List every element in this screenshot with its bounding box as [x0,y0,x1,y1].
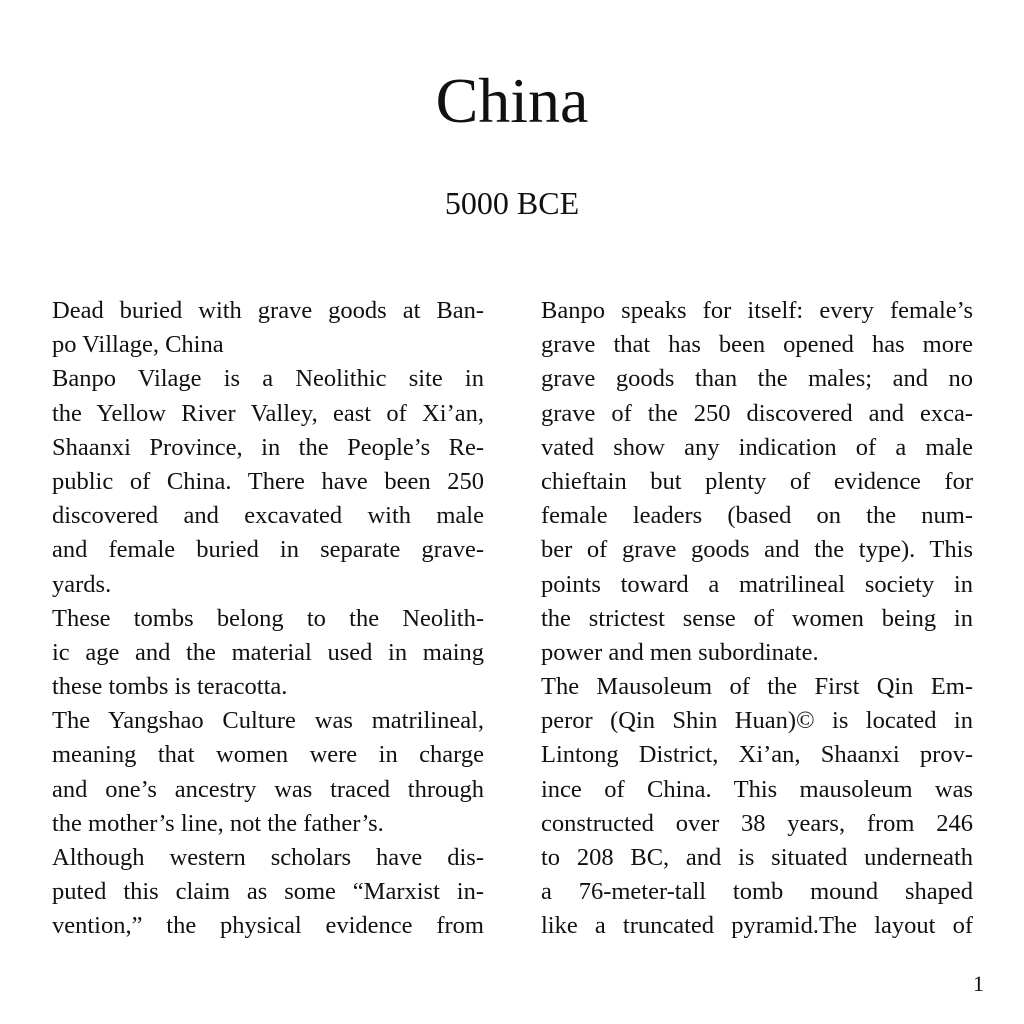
text-line: power and men subordinate. [541,638,819,666]
text-line: constructed over 38 years, from 246 [541,809,973,837]
text-line: vated show any indication of a male [541,433,973,461]
page-number: 1 [973,971,984,996]
page-subtitle: 5000 BCE [444,185,580,221]
text-line: and one’s ancestry was traced through [52,775,484,803]
text-line: grave of the 250 discovered and exca- [541,399,973,427]
text-line: vention,” the physical evidence from [52,912,484,940]
text-line: chieftain but plenty of evidence for [541,467,973,495]
text-line: grave goods than the males; and no [541,365,973,393]
text-line: po Village, China [52,331,224,359]
text-line: discovered and excavated with male [52,502,484,530]
text-line: female leaders (based on the num- [541,502,973,530]
text-line: the mother’s line, not the father’s. [52,809,384,837]
text-line: and female buried in separate grave- [52,536,484,564]
text-line: Banpo Vilage is a Neolithic site in [52,365,484,393]
text-line: to 208 BC, and is situated underneath [541,844,973,871]
text-line: These tombs belong to the Neolith- [52,604,484,632]
text-line: like a truncated pyramid.The layout of [541,912,973,940]
text-line: the strictest sense of women being in [541,604,973,632]
text-line: a 76-meter-tall tomb mound shaped [541,878,973,906]
left-column [52,294,484,944]
text-line: points toward a matrilineal society in [541,570,973,598]
text-line: Lintong District, Xi’an, Shaanxi prov- [541,741,973,769]
text-line: ic age and the material used in maing [52,638,484,666]
text-line: these tombs is teracotta. [52,673,288,701]
text-line: Although western scholars have dis- [52,844,484,871]
right-column [541,294,973,944]
text-line: peror (Qin Shin Huan)© is located in [541,707,973,735]
text-line: The Yangshao Culture was matrilineal, [52,707,484,735]
text-line: public of China. There have been 250 [52,467,484,495]
text-line: Dead buried with grave goods at Ban- [52,297,484,324]
text-line: puted this claim as some “Marxist in- [52,878,484,906]
text-line: ince of China. This mausoleum was [541,775,973,803]
text-line: the Yellow River Valley, east of Xi’an, [52,399,484,427]
text-line: meaning that women were in charge [52,741,484,769]
text-line: Shaanxi Province, in the People’s Re- [52,433,484,461]
text-line: The Mausoleum of the First Qin Em- [541,673,973,701]
text-line: ber of grave goods and the type). This [541,536,973,564]
text-line: yards. [52,570,112,598]
text-line: Banpo speaks for itself: every female’s [541,297,973,324]
page-title: China [435,65,589,136]
text-line: grave that has been opened has more [541,331,973,359]
